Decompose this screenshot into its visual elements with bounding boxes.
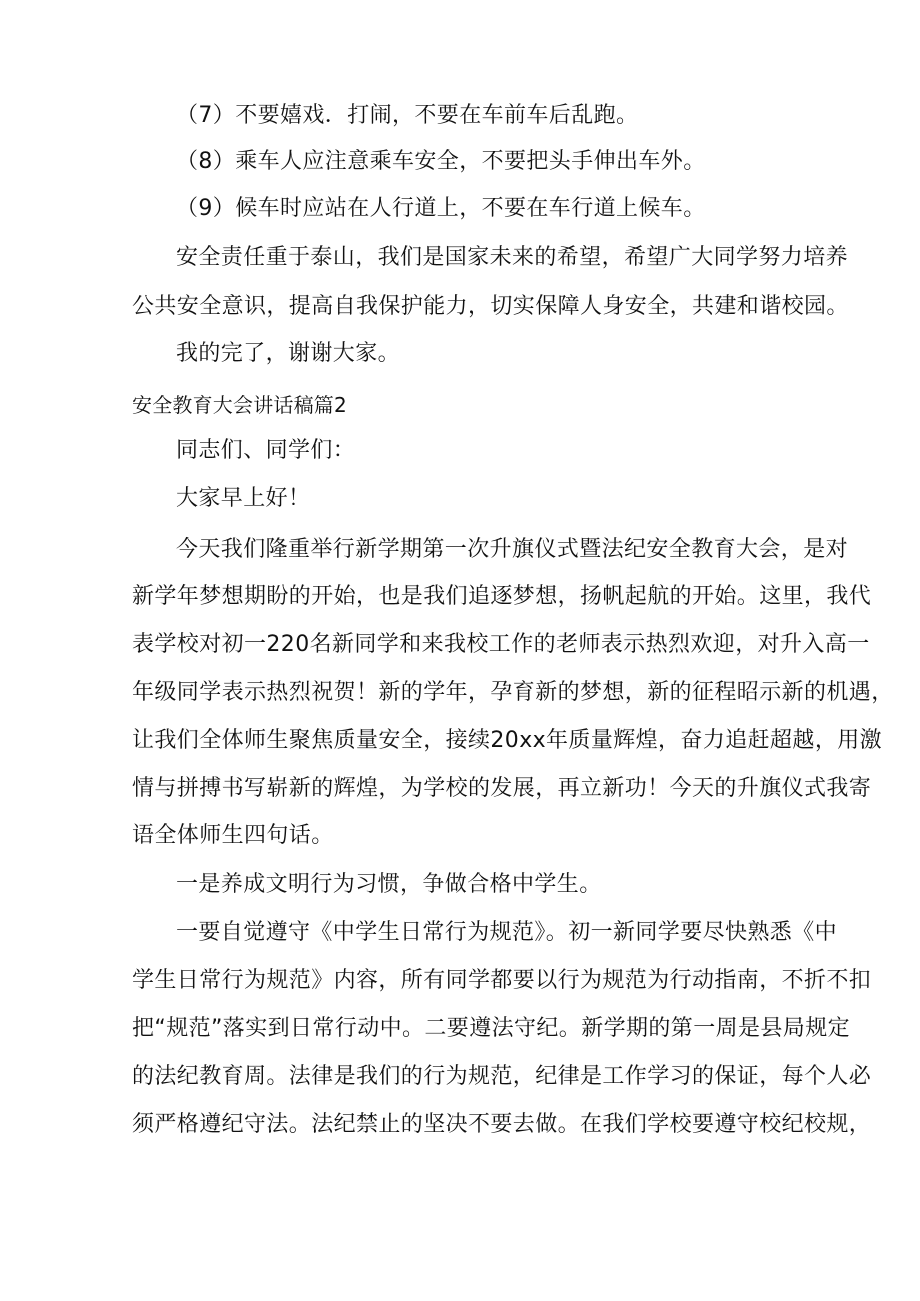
section-heading: 安全教育大会讲话稿篇2 bbox=[132, 393, 347, 417]
point-1: 一是养成文明行为习惯，争做合格中学生。 bbox=[176, 872, 602, 897]
paragraph-1-line-3: 表学校对初一220名新同学和来我校工作的老师表示热烈欢迎，对升入高一 bbox=[132, 632, 870, 657]
paragraph-1-line-4: 年级同学表示热烈祝贺！新的学年，孕育新的梦想，新的征程昭示新的机遇， bbox=[132, 680, 894, 705]
closing-paragraph-line-2: 公共安全意识，提高自我保护能力，切实保障人身安全，共建和谐校园。 bbox=[132, 294, 849, 319]
paragraph-1-line-1: 今天我们隆重举行新学期第一次升旗仪式暨法纪安全教育大会，是对 bbox=[176, 537, 849, 562]
list-item-9: （9）候车时应站在人行道上，不要在车行道上候车。 bbox=[176, 196, 706, 221]
salutation: 同志们、同学们： bbox=[176, 438, 356, 463]
list-item-8: （8）乘车人应注意乘车安全，不要把头手伸出车外。 bbox=[176, 149, 706, 174]
closing-paragraph-line-1: 安全责任重于泰山，我们是国家未来的希望，希望广大同学努力培养 bbox=[176, 245, 849, 270]
paragraph-2-line-2: 学生日常行为规范》内容，所有同学都要以行为规范为行动指南，不折不扣 bbox=[132, 968, 872, 993]
paragraph-2-line-4: 的法纪教育周。法律是我们的行为规范，纪律是工作学习的保证，每个人必 bbox=[132, 1064, 872, 1089]
paragraph-1-line-6: 情与拼搏书写崭新的辉煌，为学校的发展，再立新功！今天的升旗仪式我寄 bbox=[132, 776, 872, 801]
paragraph-1-line-2: 新学年梦想期盼的开始，也是我们追逐梦想，扬帆起航的开始。这里，我代 bbox=[132, 584, 872, 609]
closing-thanks: 我的完了，谢谢大家。 bbox=[176, 341, 401, 366]
paragraph-2-line-5: 须严格遵纪守法。法纪禁止的坚决不要去做。在我们学校要遵守校纪校规， bbox=[132, 1112, 872, 1137]
greeting: 大家早上好！ bbox=[176, 486, 311, 511]
paragraph-1-line-7: 语全体师生四句话。 bbox=[132, 823, 334, 848]
paragraph-2-line-3: 把“规范”落实到日常行动中。二要遵法守纪。新学期的第一周是县局规定 bbox=[132, 1016, 850, 1041]
paragraph-1-line-5: 让我们全体师生聚焦质量安全，接续20xx年质量辉煌，奋力追赶超越，用激 bbox=[132, 728, 883, 753]
list-item-7: （7）不要嬉戏．打闹，不要在车前车后乱跑。 bbox=[176, 103, 639, 128]
paragraph-2-line-1: 一要自觉遵守《中学生日常行为规范》。初一新同学要尽快熟悉《中 bbox=[176, 920, 838, 945]
